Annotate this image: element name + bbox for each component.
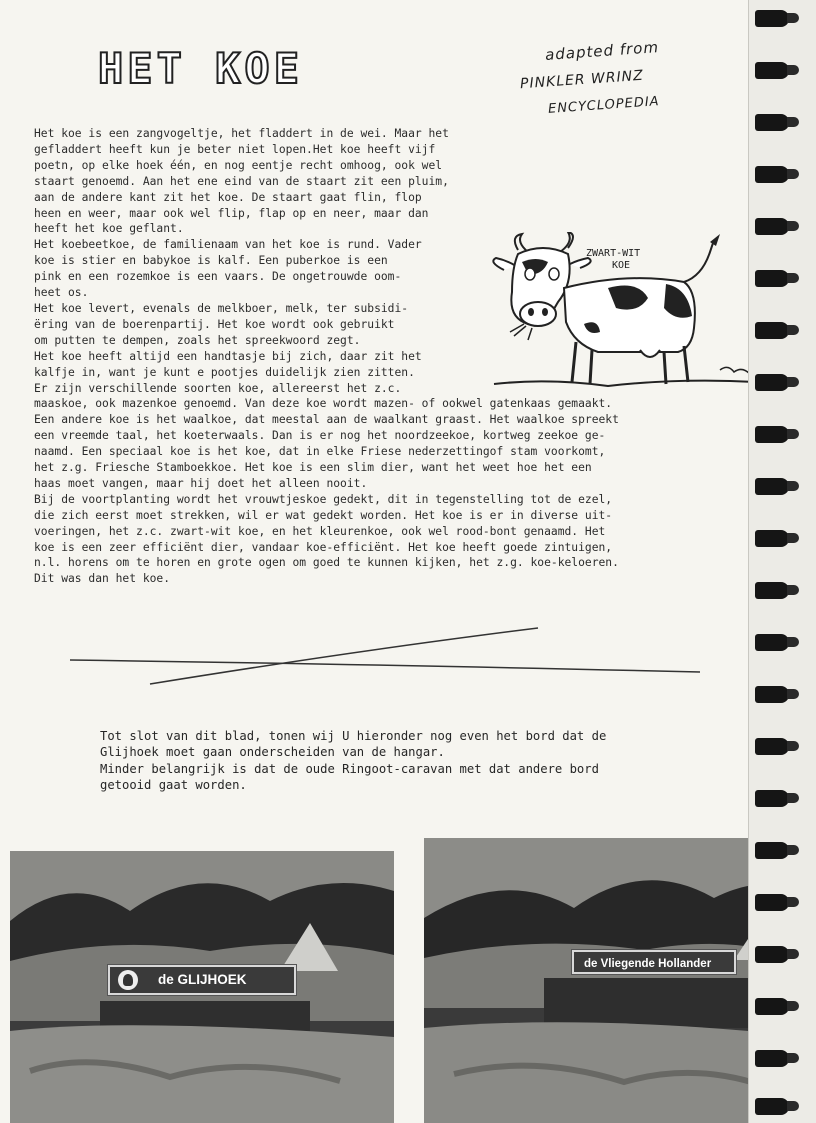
article-line: aan de andere kant zit het koe. De staart gaat flin, flop [34, 190, 422, 204]
photo-glijhoek-sign [10, 851, 394, 1123]
binding-ring [755, 634, 789, 651]
binding-ring [755, 582, 789, 599]
article-line: maaskoe, ook mazenkoe genoemd. Van deze koe wordt mazen- of ookwel gatenkaas gemaakt. [34, 397, 613, 411]
binding-ring [755, 270, 789, 287]
binding-ring [755, 374, 789, 391]
binding-ring [755, 1050, 789, 1067]
closing-line: Minder belangrijk is dat de oude Ringoot-caravan met dat andere bord [100, 761, 599, 776]
article-line: een vreemde taal, het koeterwaals. Dan is er nog het noordzeekoe, kortweg zeekoe ge- [34, 429, 606, 443]
closing-line: getooid gaat worden. [100, 778, 247, 793]
closing-note [100, 728, 680, 794]
article-line: n.l. horens om te horen en grote ogen om goed te kunnen kijken, het z.g. koe-keloeren. [34, 556, 619, 570]
binding-ring [755, 686, 789, 703]
article-line: Het koe is een zangvogeltje, het fladdert in de wei. Maar het [34, 127, 449, 140]
binding-ring [755, 478, 789, 495]
article-line: Een andere koe is het waalkoe, dat meestal aan de waalkant graast. Het waalkoe spreekt [34, 413, 619, 427]
article-line: kalfje in, want je kunt e pootjes duidelijk zien zitten. [34, 365, 415, 379]
glijhoek-sign-text: de GLIJHOEK [158, 972, 247, 987]
article-line: die zich eerst moet strekken, wil er wat gedekt worden. Het koe is er in diverse uit- [34, 508, 613, 522]
article-line: staart genoemd. Aan het ene eind van de staart zit een pluim, [34, 174, 449, 188]
credit-line-3: ENCYCLOPEDIA [547, 94, 661, 117]
credit-line-2: PINKLER WRINZ [519, 67, 645, 93]
binding-ring [755, 10, 789, 27]
article-line: heet os. [34, 286, 89, 300]
club-logo-icon [118, 970, 138, 990]
binding-ring [755, 530, 789, 547]
vliegende-hollander-sign: de Vliegende Hollander [572, 950, 736, 974]
binding-ring [755, 842, 789, 859]
closing-line: Tot slot van dit blad, tonen wij U hieronder nog even het bord dat de [100, 729, 607, 743]
hand-drawn-divider [60, 620, 710, 690]
article-line: om putten te dempen, zoals het spreekwoord zegt. [34, 333, 361, 347]
article-line: poetn, op elke hoek één, en nog eentje recht omhoog, ook wel [34, 158, 443, 172]
closing-line: Glijhoek moet gaan onderscheiden van de hangar. [100, 745, 445, 760]
article-line: heeft het koe geflant. [34, 222, 184, 236]
credit-line-1: adapted from [544, 38, 660, 64]
binding-ring [755, 426, 789, 443]
spiral-binding [748, 0, 816, 1123]
article-line: koe is stier en babykoe is kalf. Een puberkoe is een [34, 254, 388, 268]
photo-vliegende-hollander-sign [424, 838, 770, 1123]
page-title: HET KOE [98, 44, 304, 93]
article-line: naamd. Een speciaal koe is het koe, dat in elke Friese nederzettingof stam voorkomt, [34, 445, 606, 459]
article-line: het z.g. Friesche Stamboekkoe. Het koe is een slim dier, want het weet hoe het een [34, 461, 592, 475]
binding-ring [755, 946, 789, 963]
article-line: Er zijn verschillende soorten koe, allereerst het z.c. [34, 381, 402, 395]
binding-ring [755, 114, 789, 131]
article-line: pink en een rozemkoe is een vaars. De ongetrouwde oom- [34, 270, 402, 284]
binding-ring [755, 322, 789, 339]
article-line: Dit was dan het koe. [34, 572, 171, 586]
binding-ring [755, 166, 789, 183]
glijhoek-sign [108, 965, 296, 995]
article-line: voeringen, het z.c. zwart-wit koe, en het kleurenkoe, ook wel rood-bont genaamd. Het [34, 524, 606, 538]
article-line: haas moet vangen, maar hij doet het alleen nooit. [34, 476, 368, 490]
article-line: Het koebeetkoe, de familienaam van het koe is rund. Vader [34, 238, 422, 252]
cow-caption-line-2: KOE [612, 260, 631, 271]
article-line: Het koe heeft altijd een handtasje bij zich, daar zit het [34, 349, 422, 363]
article-line: gefladdert heeft kun je beter niet lopen.Het koe heeft vijf [34, 142, 436, 156]
binding-ring [755, 1098, 789, 1115]
article-line: Het koe levert, evenals de melkboer, melk, ter subsidi- [34, 301, 409, 315]
photo-scene [424, 838, 770, 1123]
binding-ring [755, 998, 789, 1015]
article-line: Bij de voortplanting wordt het vrouwtjeskoe gedekt, dit in tegenstelling tot de ezel, [34, 492, 613, 506]
article-line: koe is een zeer efficiënt dier, vandaar koe-efficiënt. Het koe heeft goede zintuigen, [34, 540, 613, 554]
cow-illustration [488, 232, 760, 392]
article-line: heen en weer, maar ook wel flip, flap op en neer, maar dan [34, 206, 429, 220]
binding-ring [755, 62, 789, 79]
article-line: ëring van de boerenpartij. Het koe wordt ook gebruikt [34, 317, 395, 331]
binding-ring [755, 790, 789, 807]
binding-ring [755, 894, 789, 911]
binding-ring [755, 218, 789, 235]
binding-ring [755, 738, 789, 755]
cow-caption-line-1: ZWART-WIT [586, 248, 641, 259]
